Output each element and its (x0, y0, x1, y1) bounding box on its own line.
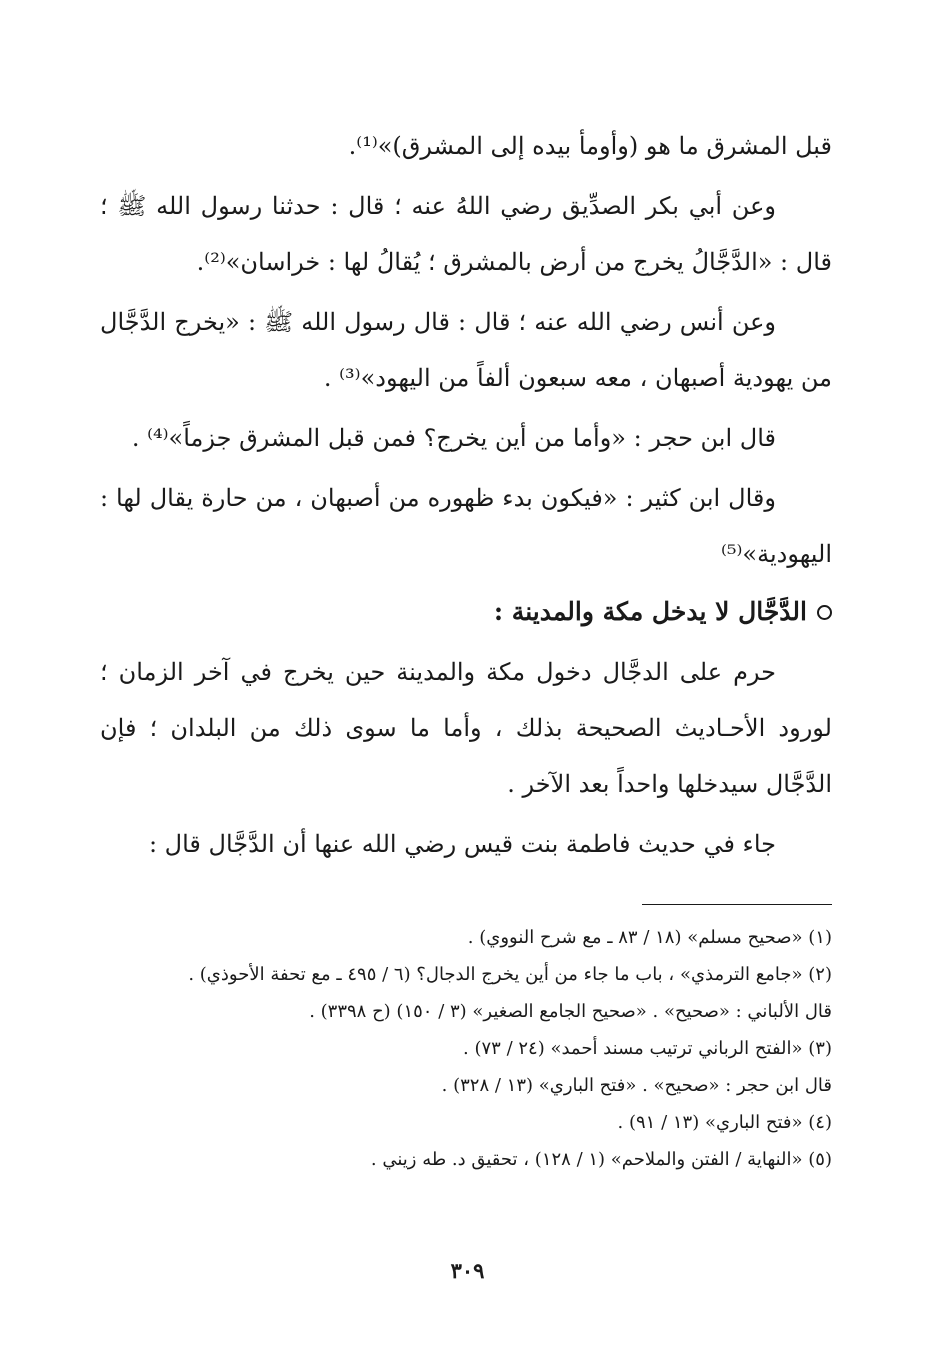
paragraph-7: جاء في حديث فاطمة بنت قيس رضي الله عنها أن الدَّجَّال قال : (148, 830, 776, 858)
section-heading-text: الدَّجَّال لا يدخل مكة والمدينة : (493, 597, 807, 626)
paragraph-1: قبل المشرق ما هو (وأومأ بيده إلى المشرق)»⁽¹⁾. (348, 132, 832, 160)
footnote-1: (١) «صحيح مسلم» (١٨ / ٨٣ ـ مع شرح النووي) . (467, 927, 832, 948)
footnote-2-note: قال الألباني : «صحيح» . «صحيح الجامع الصغير» (٣ / ١٥٠) (ح ٣٣٩٨) . (309, 1001, 832, 1022)
section-heading (100, 586, 832, 638)
paragraph-5: وقال ابن كثير : «فيكون بدء ظهوره من أصبهان ، من حارة يقال لها : اليهودية»⁽⁵⁾ (100, 484, 832, 568)
footnote-divider (642, 904, 832, 905)
paragraph-4: قال ابن حجر : «وأما من أين يخرج؟ فمن قبل المشرق جزماً»⁽⁴⁾ . (131, 424, 776, 452)
paragraph-2: وعن أبي بكر الصدِّيق رضي اللهُ عنه ؛ قال : حدثنا رسول الله ﷺ ؛ قال : «الدَّجَّالُ يخرج من أرض بالمشرق ؛ يُقالُ لها : خراسان»⁽²⁾. (100, 192, 832, 276)
paragraph-3: وعن أنس رضي الله عنه ؛ قال : قال رسول الله ﷺ : «يخرج الدَّجَّال من يهودية أصبهان ، معه سبعون ألفاً من اليهود»⁽³⁾ . (100, 308, 832, 392)
footnote-5: (٥) «النهاية / الفتن والملاحم» (١ / ١٢٨) ، تحقيق د. طه زيني . (370, 1149, 832, 1170)
footnote-3-note: قال ابن حجر : «صحيح» . «فتح الباري» (١٣ / ٣٢٨) . (441, 1075, 832, 1096)
footnote-4: (٤) «فتح الباري» (١٣ / ٩١) . (617, 1112, 832, 1133)
paragraph-6: حرم على الدجَّال دخول مكة والمدينة حين يخرج في آخر الزمان ؛ لورود الأحـاديث الصحيحة بذلك ، وأما ما سوى ذلك من البلدان ؛ فإن الدَّجَّال سيدخلها واحداً بعد الآخر . (100, 658, 832, 798)
page-number: ٣٠٩ (450, 1258, 485, 1283)
footnote-3: (٣) «الفتح الرباني ترتيب مسند أحمد» (٢٤ / ٧٣) . (463, 1038, 832, 1059)
footnote-2: (٢) «جامع الترمذي» ، باب ما جاء من أين يخرج الدجال؟ (٦ / ٤٩٥ ـ مع تحفة الأحوذي) . (188, 964, 832, 985)
hollow-circle-icon (817, 605, 832, 620)
page-body (100, 118, 832, 1178)
